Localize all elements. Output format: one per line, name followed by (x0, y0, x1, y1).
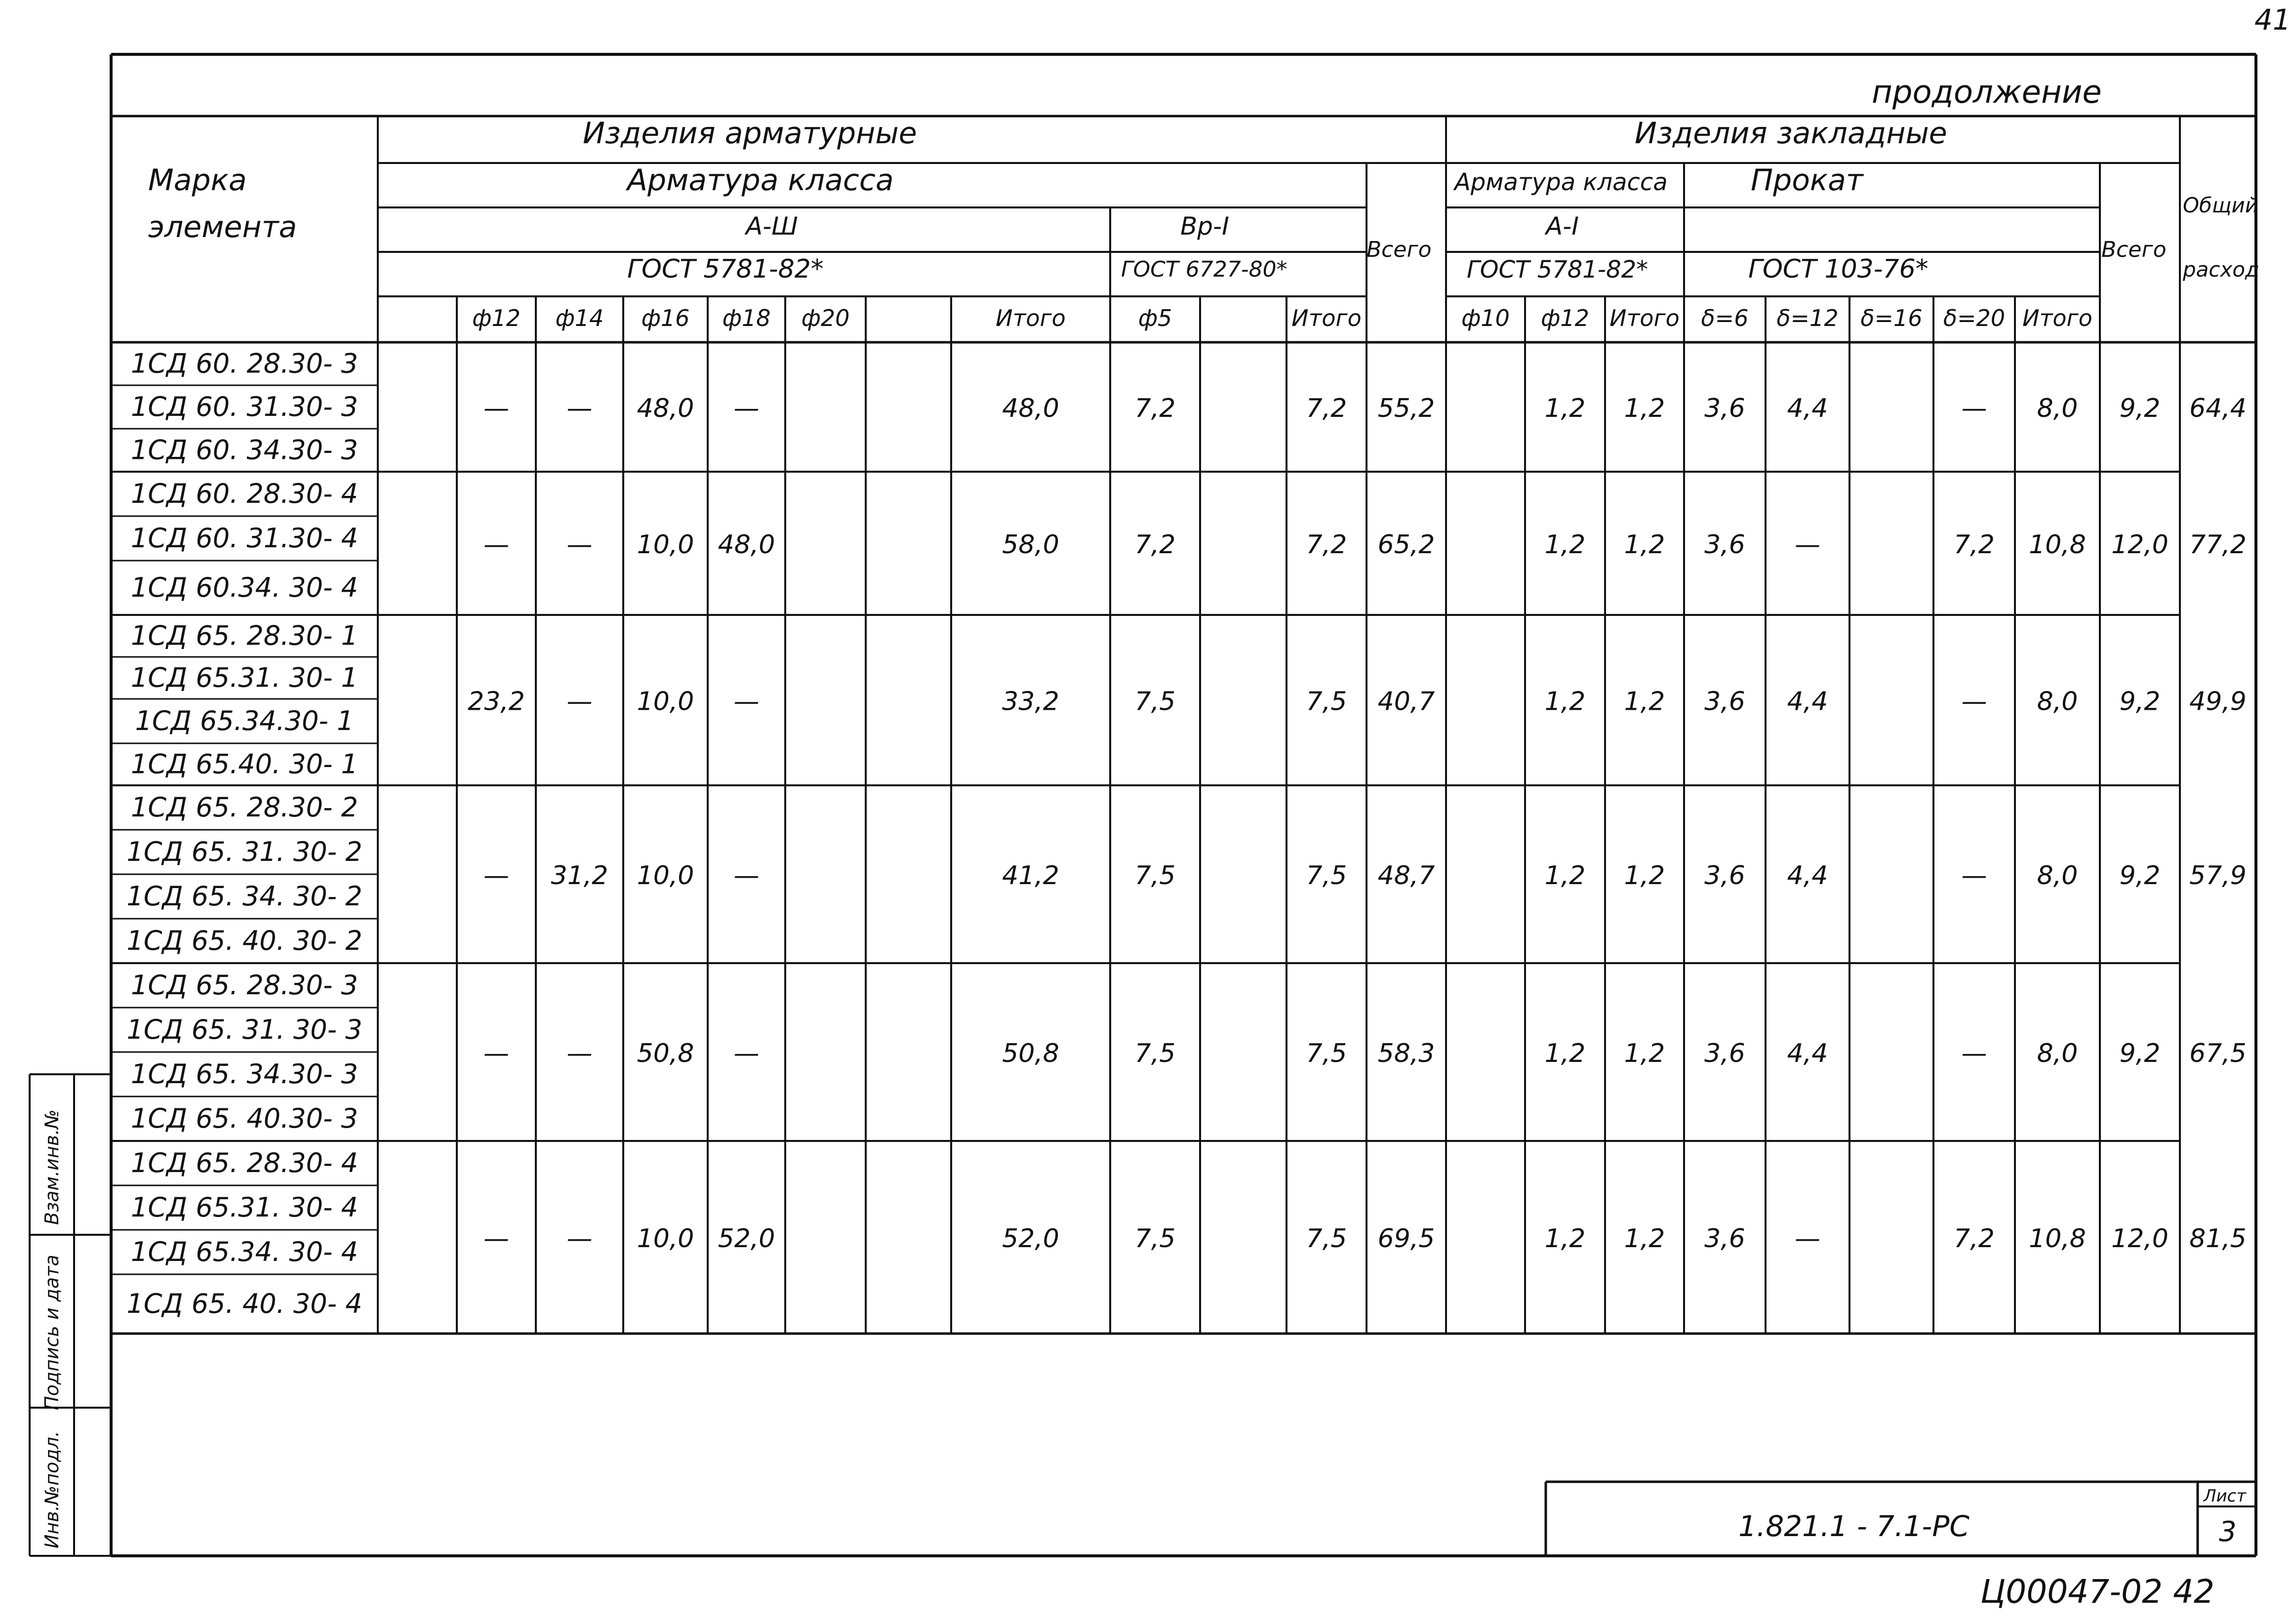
value-cell: 7,2 (1134, 530, 1176, 560)
value-cell: — (733, 1039, 760, 1068)
value-cell: 7,5 (1306, 1039, 1347, 1068)
mark-cell: 1СД 65. 31. 30- 2 (126, 836, 362, 867)
value-cell: 12,0 (2111, 1224, 2169, 1254)
value-cell: 4,4 (1787, 687, 1828, 717)
column-header: δ=6 (1701, 305, 1749, 331)
mark-cell: 1СД 60. 28.30- 3 (130, 348, 359, 379)
value-cell: 10,0 (637, 861, 694, 891)
rebar-class-heading: Арматура класса (627, 163, 894, 198)
column-header: ф20 (801, 305, 850, 331)
value-cell: 4,4 (1787, 861, 1828, 891)
mark-cell: 1СД 65. 28.30- 1 (130, 620, 359, 651)
mark-cell: 1СД 65. 28.30- 2 (130, 792, 359, 823)
overall-heading-1: Общий (2183, 193, 2259, 217)
column-header: ф18 (722, 305, 771, 331)
table-cells (126, 305, 2247, 1319)
value-cell: 7,2 (1306, 530, 1347, 560)
mark-cell: 1СД 65.34.30- 1 (135, 705, 354, 736)
column-header: Итого (996, 305, 1066, 331)
column-header: ф5 (1138, 305, 1172, 331)
value-cell: 7,5 (1306, 687, 1347, 717)
value-cell: 31,2 (551, 861, 608, 891)
value-cell: — (1961, 861, 1987, 891)
gost-bp1: ГОСТ 6727-80* (1121, 257, 1287, 282)
mark-cell: 1СД 60. 28.30- 4 (130, 478, 359, 509)
value-cell: — (566, 1039, 593, 1068)
value-cell: 81,5 (2189, 1224, 2247, 1254)
value-cell: 1,2 (1624, 687, 1665, 717)
stamp-replacement-inv: Взам.инв.№ (41, 1109, 63, 1225)
value-cell: 9,2 (2119, 1039, 2161, 1068)
value-cell: 3,6 (1704, 394, 1745, 423)
value-cell: 48,0 (718, 530, 775, 560)
column-header: δ=12 (1776, 305, 1839, 331)
value-cell: 48,7 (1377, 861, 1435, 891)
value-cell: 10,0 (637, 687, 694, 717)
mark-cell: 1СД 65. 40. 30- 4 (126, 1288, 362, 1319)
stamp-signature-date: Подпись и дата (41, 1255, 63, 1410)
value-cell: 9,2 (2119, 861, 2161, 891)
column-header: ф14 (555, 305, 604, 331)
value-cell: 10,0 (637, 530, 694, 560)
value-cell: 69,5 (1377, 1224, 1435, 1254)
stamp-inv-original: Инв.№подл. (41, 1430, 63, 1548)
rolled-heading: Прокат (1751, 163, 1863, 198)
value-cell: 1,2 (1544, 394, 1586, 423)
value-cell: 7,2 (1306, 394, 1347, 423)
value-cell: 3,6 (1704, 1224, 1745, 1254)
continuation-label: продолжение (1872, 74, 2102, 111)
value-cell: 7,5 (1134, 861, 1176, 891)
value-cell: 65,2 (1377, 530, 1435, 560)
value-cell: — (733, 394, 760, 423)
value-cell: 64,4 (2189, 394, 2247, 423)
value-cell: 33,2 (1002, 687, 1059, 717)
value-cell: 55,2 (1377, 394, 1435, 423)
value-cell: 8,0 (2037, 861, 2078, 891)
value-cell: 8,0 (2037, 394, 2078, 423)
value-cell: 7,5 (1134, 687, 1176, 717)
mark-cell: 1СД 65. 40.30- 3 (130, 1103, 359, 1134)
value-cell: — (566, 687, 593, 717)
value-cell: — (483, 1224, 509, 1254)
embedded-products-heading: Изделия закладные (1635, 116, 1947, 151)
mark-cell: 1СД 65. 28.30- 4 (130, 1147, 359, 1178)
value-cell: — (483, 530, 509, 560)
value-cell: 52,0 (1002, 1224, 1059, 1254)
column-header: ф12 (472, 305, 521, 331)
value-cell: 7,5 (1306, 1224, 1347, 1254)
mark-cell: 1СД 60. 34.30- 3 (130, 434, 359, 466)
value-cell: 1,2 (1624, 394, 1665, 423)
value-cell: 8,0 (2037, 1039, 2078, 1068)
value-cell: — (483, 1039, 509, 1068)
sheet-number: 3 (2219, 1516, 2237, 1548)
column-header: Итого (2022, 305, 2092, 331)
value-cell: 1,2 (1544, 861, 1586, 891)
value-cell: 41,2 (1002, 861, 1059, 891)
class-a3-heading: А-Ш (746, 212, 798, 241)
value-cell: 49,9 (2189, 687, 2247, 717)
value-cell: 3,6 (1704, 861, 1745, 891)
value-cell: 4,4 (1787, 394, 1828, 423)
document-code: 1.821.1 - 7.1-РС (1738, 1509, 1969, 1543)
value-cell: — (1961, 687, 1987, 717)
value-cell: 52,0 (718, 1224, 775, 1254)
mark-cell: 1СД 65. 40. 30- 2 (126, 925, 362, 956)
column-header: Итого (1609, 305, 1680, 331)
mark-label-2: элемента (148, 210, 297, 244)
total-2-heading: Всего (2101, 237, 2167, 262)
value-cell: — (566, 1224, 593, 1254)
mark-label-1: Марка (148, 163, 247, 198)
mark-cell: 1СД 65. 31. 30- 3 (126, 1014, 362, 1045)
column-header: δ=16 (1860, 305, 1923, 331)
value-cell: 1,2 (1544, 1224, 1586, 1254)
value-cell: 1,2 (1544, 687, 1586, 717)
value-cell: 50,8 (637, 1039, 694, 1068)
mark-cell: 1СД 65.31. 30- 4 (130, 1192, 359, 1223)
value-cell: 7,2 (1954, 530, 1995, 560)
value-cell: 10,8 (2029, 1224, 2086, 1254)
mark-cell: 1СД 65.34. 30- 4 (130, 1236, 359, 1267)
value-cell: — (733, 861, 760, 891)
value-cell: — (1795, 530, 1820, 560)
value-cell: 9,2 (2119, 394, 2161, 423)
value-cell: 23,2 (468, 687, 525, 717)
value-cell: — (1795, 1224, 1820, 1254)
value-cell: 4,4 (1787, 1039, 1828, 1068)
column-header: δ=20 (1943, 305, 2006, 331)
mark-cell: 1СД 65. 34. 30- 2 (126, 881, 362, 912)
value-cell: — (733, 687, 760, 717)
value-cell: 1,2 (1624, 530, 1665, 560)
page-number: 41 (2254, 3, 2291, 37)
mark-cell: 1СД 65. 28.30- 3 (130, 970, 359, 1001)
value-cell: 10,8 (2029, 530, 2086, 560)
value-cell: 7,5 (1306, 861, 1347, 891)
value-cell: 10,0 (637, 1224, 694, 1254)
value-cell: 48,0 (1002, 394, 1059, 423)
emb-rebar-class-heading: Арматура класса (1454, 168, 1668, 196)
value-cell: 12,0 (2111, 530, 2169, 560)
column-header: ф12 (1541, 305, 1589, 331)
value-cell: — (1961, 1039, 1987, 1068)
value-cell: 7,2 (1954, 1224, 1995, 1254)
value-cell: — (566, 394, 593, 423)
column-header: Итого (1291, 305, 1362, 331)
mark-cell: 1СД 60.34. 30- 4 (130, 572, 359, 603)
value-cell: 9,2 (2119, 687, 2161, 717)
rebar-products-heading: Изделия арматурные (583, 116, 917, 151)
value-cell: 57,9 (2189, 861, 2247, 891)
value-cell: 3,6 (1704, 687, 1745, 717)
total-1-heading: Всего (1367, 237, 1432, 262)
value-cell: 50,8 (1002, 1039, 1059, 1068)
archive-number: Ц00047-02 42 (1980, 1573, 2214, 1611)
value-cell: 77,2 (2189, 530, 2247, 560)
sheet-label: Лист (2204, 1486, 2247, 1506)
value-cell: 7,2 (1134, 394, 1176, 423)
mark-cell: 1СД 60. 31.30- 3 (130, 391, 359, 422)
value-cell: 48,0 (637, 394, 694, 423)
value-cell: 58,0 (1002, 530, 1059, 560)
value-cell: 1,2 (1544, 530, 1586, 560)
value-cell: 7,5 (1134, 1039, 1176, 1068)
column-header: ф10 (1461, 305, 1510, 331)
value-cell: 3,6 (1704, 1039, 1745, 1068)
class-bp1-heading: Вр-I (1180, 212, 1229, 241)
mark-cell: 1СД 65.40. 30- 1 (130, 748, 359, 780)
column-header: ф16 (641, 305, 690, 331)
value-cell: 8,0 (2037, 687, 2078, 717)
value-cell: — (1961, 394, 1987, 423)
value-cell: 1,2 (1624, 1039, 1665, 1068)
value-cell: 1,2 (1544, 1039, 1586, 1068)
value-cell: — (483, 861, 509, 891)
value-cell: 58,3 (1377, 1039, 1435, 1068)
gost-rolled: ГОСТ 103-76* (1748, 254, 1929, 284)
value-cell: 67,5 (2189, 1039, 2247, 1068)
value-cell: — (566, 530, 593, 560)
value-cell: 7,5 (1134, 1224, 1176, 1254)
mark-cell: 1СД 65.31. 30- 1 (130, 662, 359, 693)
value-cell: — (483, 394, 509, 423)
mark-cell: 1СД 60. 31.30- 4 (130, 523, 359, 554)
value-cell: 1,2 (1624, 861, 1665, 891)
gost-a3: ГОСТ 5781-82* (627, 254, 824, 284)
class-a1-heading: А-I (1546, 212, 1579, 241)
value-cell: 40,7 (1377, 687, 1435, 717)
gost-a1: ГОСТ 5781-82* (1467, 256, 1648, 284)
mark-cell: 1СД 65. 34.30- 3 (130, 1058, 359, 1090)
value-cell: 3,6 (1704, 530, 1745, 560)
overall-heading-2: расход (2183, 257, 2260, 282)
value-cell: 1,2 (1624, 1224, 1665, 1254)
